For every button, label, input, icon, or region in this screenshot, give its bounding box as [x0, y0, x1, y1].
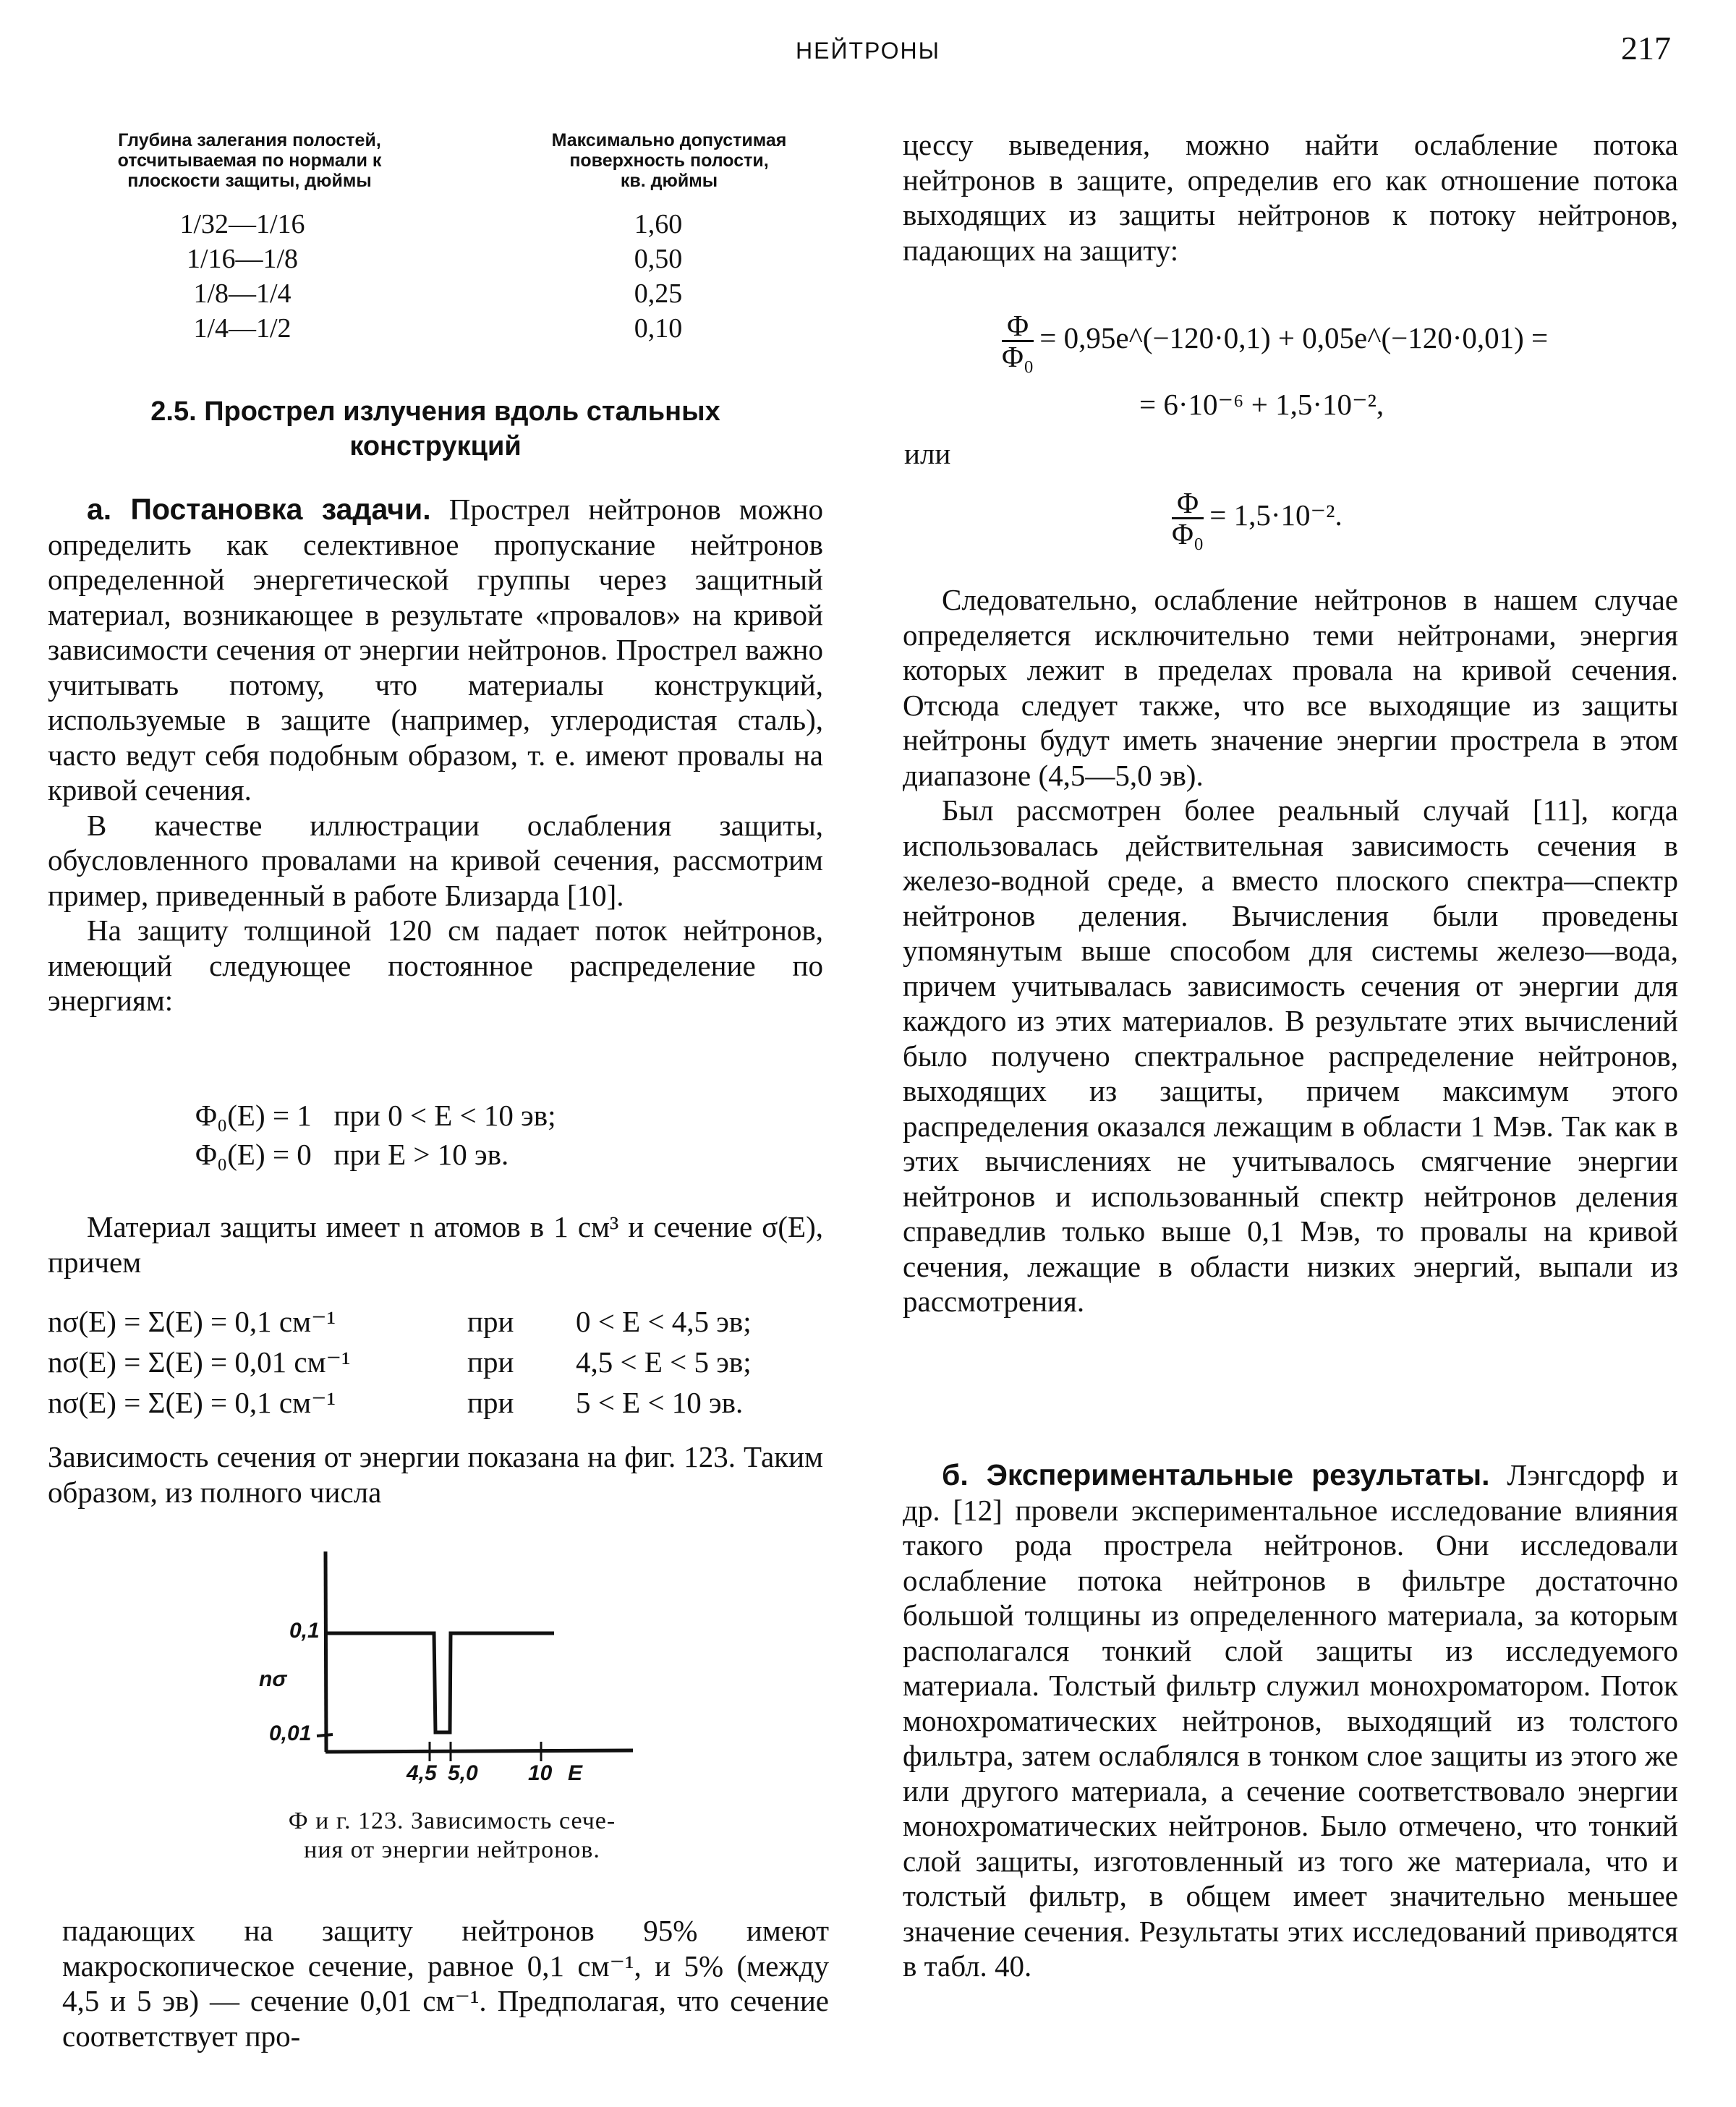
equation-condition: 0 < E < 4,5 эв; — [576, 1305, 752, 1338]
paragraph-lead: б. Экспериментальные результаты. — [942, 1458, 1490, 1491]
left-column-figure-ref — [48, 1439, 823, 1510]
table-cell-depth: 1/16—1/8 — [186, 244, 299, 274]
table-header-area — [499, 130, 839, 191]
paragraph-macroscopic-cross-section: падающих на защиту нейтронов 95% имеют макроскопическое сечение, равное 0,1 см⁻¹, и 5% (между 4,5 и 5 эв) — сечение 0,01 см⁻¹. Предполагая, что сечение соответствует про- — [62, 1914, 829, 2053]
paragraph-conclusion: Следовательно, ослабление нейтронов в нашем случае определяется исключительно теми нейтронами, энергия которых лежит в пределах провала на кривой сечения. Отсюда следует также, что все выходящие из защиты нейтроны будут иметь значение энергии прострела в этом диапазоне (4,5—5,0 эв). — [903, 583, 1678, 792]
paragraph-experimental-results — [903, 1457, 1678, 1984]
table-cell-area: 0,10 — [634, 313, 683, 344]
caption-line: Ф и г. 123. Зависимость сече- — [288, 1808, 616, 1834]
x-axis-label: E — [568, 1761, 583, 1785]
x-tick-4-5: 4,5 — [407, 1761, 437, 1785]
equation-condition: при 0 < E < 10 эв; — [333, 1099, 556, 1132]
equation-phi0-1 — [195, 1096, 556, 1135]
paragraph-incident-flux: На защиту толщиной 120 см падает поток нейтронов, имеющий следующее постоянное распределение по энергиям: — [48, 914, 823, 1017]
header-line: поверхность полости, — [569, 150, 769, 171]
right-column-middle — [903, 582, 1678, 1319]
equation-pri: при — [467, 1345, 514, 1379]
figure-caption — [217, 1807, 687, 1865]
left-column-top — [48, 492, 823, 1018]
left-column-material — [48, 1209, 823, 1280]
equation-pri: при — [467, 1386, 514, 1419]
section-title-line: конструкций — [349, 431, 522, 461]
x-tick-10: 10 — [528, 1761, 553, 1785]
paragraph-lead: а. Постановка задачи. — [87, 493, 431, 526]
y-tick-0-1: 0,1 — [289, 1619, 320, 1643]
y-axis-label: nσ — [259, 1667, 287, 1691]
fraction-phi-over-phi0 — [1172, 488, 1204, 548]
equation-attenuation-2: = 6·10⁻⁶ + 1,5·10⁻², — [1139, 388, 1384, 421]
table-header-depth — [65, 130, 434, 191]
header-line: плоскости защиты, дюймы — [127, 171, 372, 191]
paragraph-text: Лэнгсдорф и др. [12] провели экспериментальное исследование влияния такого рода прострела нейтронов. Они исследовали ослабление потока нейтронов в фильтре достаточно большой толщины из определенного материала, за которым располагался тонкий слой защиты из исследуемого материала. Толстый фильтр служил монохроматором. Поток монохроматических нейтронов, выходящий из толстого фильтра, затем ослаблялся в тонком слое защиты из этого же или другого материала, а сечение соответствовало энергии монохроматических нейтронов. Было отмечено, что тонкий слой защиты, изготовленный из того же материала, что и толстый фильтр, в общем имеет значительно меньшее значение сечения. Результаты этих исследований приводятся в табл. 40. — [903, 1458, 1678, 1983]
fraction-denominator: Φ₀ — [1002, 340, 1034, 373]
table-cell-area: 1,60 — [634, 209, 683, 239]
equation-attenuation-result — [1172, 488, 1343, 548]
paragraph-material: Материал защиты имеет n атомов в 1 см³ и сечение σ(E), причем — [48, 1210, 823, 1279]
x-tick-5-0: 5,0 — [448, 1761, 478, 1785]
fraction-numerator: Φ — [1002, 311, 1034, 342]
section-title — [48, 394, 823, 464]
equation-lhs: Φ₀(E) = 0 — [195, 1138, 312, 1171]
left-column-bottom — [62, 1913, 829, 2053]
paragraph-figure-reference: Зависимость сечения от энергии показана на фиг. 123. Таким образом, из полного числа — [48, 1440, 823, 1509]
right-column-bottom — [903, 1457, 1678, 1984]
equation-lhs: nσ(E) = Σ(E) = 0,1 см⁻¹ — [48, 1386, 336, 1419]
word-or: или — [904, 437, 951, 470]
table-cell-depth: 1/4—1/2 — [193, 313, 292, 344]
equation-lhs: nσ(E) = Σ(E) = 0,1 см⁻¹ — [48, 1305, 336, 1338]
paragraph-illustration: В качестве иллюстрации ослабления защиты, обусловленного провалами на кривой сечения, рассмотрим пример, приведенный в работе Близарда [10]. — [48, 808, 823, 912]
section-title-line: 2.5. Прострел излучения вдоль стальных — [150, 396, 720, 427]
equation-pri: при — [467, 1305, 514, 1338]
equation-phi0-2 — [195, 1135, 509, 1174]
table-cell-depth: 1/32—1/16 — [179, 209, 305, 239]
paragraph-problem-statement — [48, 492, 823, 808]
header-line: Максимально допустимая — [551, 130, 787, 150]
fraction-numerator: Φ — [1172, 488, 1204, 519]
cross-section-plot — [239, 1541, 687, 1787]
paragraph-text: Прострел нейтронов можно определить как селективное пропускание нейтронов определенной энергетической группы через защитный материал, возникающее в результате «провалов» на кривой зависимости сечения от энергии нейтронов. Прострел важно учитывать потому, что материалы конструкций, используемые в защите (например, углеродистая сталь), часто ведут себя подобным образом, т. е. имеют провалы на кривой сечения. — [48, 493, 823, 806]
table-cell-area: 0,25 — [634, 278, 683, 309]
header-line: кв. дюймы — [620, 171, 718, 191]
table-cell-area: 0,50 — [634, 244, 683, 274]
table-cell-depth: 1/8—1/4 — [193, 278, 292, 309]
y-tick-0-01: 0,01 — [269, 1721, 312, 1745]
paragraph-removal-process: цессу выведения, можно найти ослабление потока нейтронов в защите, определив его как отношение потока выходящих из защиты нейтронов к потоку нейтронов, падающих на защиту: — [903, 128, 1678, 267]
equation-condition: 5 < E < 10 эв. — [576, 1386, 744, 1419]
header-line: отсчитываемая по нормали к — [117, 150, 382, 171]
equation-rhs: = 1,5·10⁻². — [1209, 498, 1343, 532]
equation-rhs: = 0,95e^(−120·0,1) + 0,05e^(−120·0,01) = — [1039, 320, 1549, 354]
figure-123-chart — [239, 1541, 687, 1787]
equation-attenuation-1 — [1002, 311, 1548, 371]
paragraph-realistic-case: Был рассмотрен более реальный случай [11], когда использовалась действительная зависимость сечения в железо-водной среде, а вместо плоского спектра—спектр нейтронов деления. Вычисления были проведены упомянутым выше способом для системы железо—вода, причем учитывалась зависимость сечения от энергии для каждого из этих материалов. В результате этих вычислений было получено спектральное распределение нейтронов, выходящих из защиты, причем максимум этого распределения оказался лежащим в области 1 Мэв. Так как в этих вычислениях не учитывалось смягчение энергии нейтронов и использованный спектр нейтронов деления справедлив только выше 0,1 Мэв, то провалы на кривой сечения, лежащие в области низких энергий, выпали из рассмотрения. — [903, 793, 1678, 1318]
equation-condition: при E > 10 эв. — [333, 1138, 509, 1171]
equation-lhs: Φ₀(E) = 1 — [195, 1099, 312, 1132]
equation-sigma-3 — [48, 1383, 743, 1422]
fraction-phi-over-phi0 — [1002, 311, 1034, 371]
fraction-denominator: Φ₀ — [1172, 517, 1204, 550]
header-line: Глубина залегания полостей, — [118, 130, 381, 150]
equation-lhs: nσ(E) = Σ(E) = 0,01 см⁻¹ — [48, 1345, 351, 1379]
equation-sigma-2 — [48, 1342, 752, 1382]
equation-sigma-1 — [48, 1302, 752, 1341]
caption-line: ния от энергии нейтронов. — [304, 1836, 600, 1863]
page-number: 217 — [1621, 30, 1671, 67]
equation-condition: 4,5 < E < 5 эв; — [576, 1345, 752, 1379]
right-column-top — [903, 127, 1678, 268]
running-title: НЕЙТРОНЫ — [796, 38, 940, 64]
